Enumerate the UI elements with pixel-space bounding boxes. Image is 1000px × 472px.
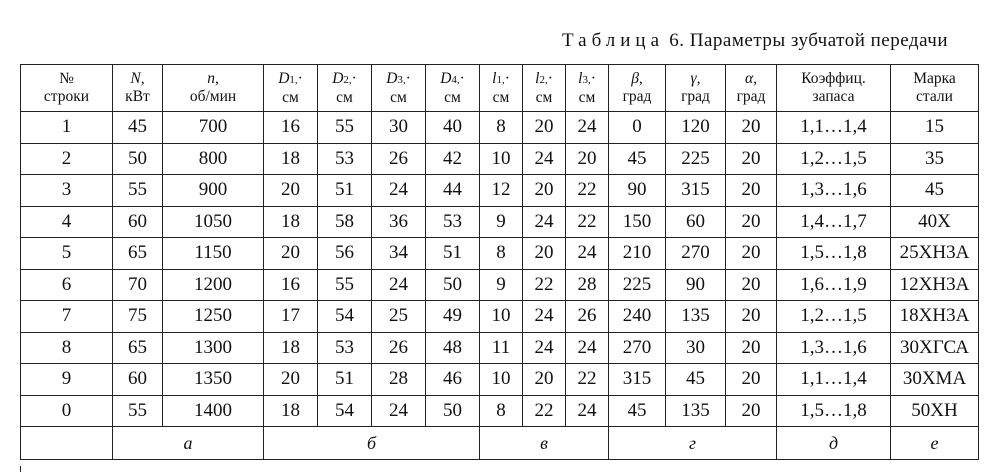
column-symbol bbox=[666, 70, 725, 88]
column-symbol bbox=[523, 70, 565, 89]
column-unit: град bbox=[681, 88, 710, 105]
table-cell: 700 bbox=[163, 112, 264, 144]
symbol-mark: · bbox=[351, 69, 357, 87]
parameters-table bbox=[20, 64, 979, 460]
table-cell: 1 bbox=[21, 112, 113, 144]
symbol-text: β, bbox=[631, 70, 643, 87]
symbol-text: D bbox=[440, 69, 452, 87]
table-cell: 1,6…1,9 bbox=[777, 269, 891, 301]
table-cell: 16 bbox=[264, 112, 318, 144]
symbol-subscript: 2, bbox=[343, 73, 352, 86]
table-cell: 240 bbox=[609, 301, 666, 333]
table-row bbox=[21, 206, 979, 238]
column-unit: запаса bbox=[812, 88, 855, 105]
table-row bbox=[21, 143, 979, 175]
table-cell: 1150 bbox=[163, 238, 264, 270]
table-cell: 45 bbox=[609, 395, 666, 427]
column-symbol bbox=[609, 70, 665, 88]
column-unit: стали bbox=[916, 88, 953, 105]
table-cell: 22 bbox=[523, 395, 566, 427]
table-cell: 58 bbox=[318, 206, 372, 238]
symbol-text: l bbox=[578, 69, 583, 87]
symbol-mark: · bbox=[459, 69, 465, 87]
table-cell: 40 bbox=[426, 112, 480, 144]
column-unit: см bbox=[390, 88, 407, 106]
table-cell: 54 bbox=[318, 395, 372, 427]
column-header bbox=[666, 65, 726, 112]
symbol-text: D bbox=[386, 69, 398, 87]
table-cell: 18 bbox=[264, 395, 318, 427]
table-cell: 55 bbox=[318, 112, 372, 144]
table-cell: 8 bbox=[480, 112, 523, 144]
symbol-text: N, bbox=[130, 70, 145, 87]
table-cell: 55 bbox=[113, 395, 163, 427]
table-cell: 24 bbox=[523, 206, 566, 238]
table-row bbox=[21, 332, 979, 364]
table-cell: 35 bbox=[891, 143, 979, 175]
table-cell: 8 bbox=[480, 395, 523, 427]
table-cell: 45 bbox=[609, 143, 666, 175]
column-header bbox=[163, 65, 264, 112]
table-cell: 120 bbox=[666, 112, 726, 144]
table-cell: 50 bbox=[426, 395, 480, 427]
column-header bbox=[777, 65, 891, 112]
table-cell: 51 bbox=[318, 175, 372, 207]
group-letter-row bbox=[21, 427, 979, 460]
table-row bbox=[21, 238, 979, 270]
table-cell: 25 bbox=[372, 301, 426, 333]
table-cell: 65 bbox=[113, 238, 163, 270]
symbol-mark: · bbox=[590, 69, 596, 87]
table-cell: 270 bbox=[609, 332, 666, 364]
table-cell: 20 bbox=[566, 143, 609, 175]
column-header bbox=[891, 65, 979, 112]
table-cell: 9 bbox=[480, 206, 523, 238]
table-cell: 22 bbox=[566, 175, 609, 207]
table-cell: 50 bbox=[426, 269, 480, 301]
table-cell: 20 bbox=[523, 112, 566, 144]
table-cell: 5 bbox=[21, 238, 113, 270]
column-header bbox=[523, 65, 566, 112]
table-cell: 800 bbox=[163, 143, 264, 175]
table-continuation-rule bbox=[20, 466, 979, 472]
table-cell: 44 bbox=[426, 175, 480, 207]
table-cell: 1200 bbox=[163, 269, 264, 301]
table-cell: 270 bbox=[666, 238, 726, 270]
table-cell: 2 bbox=[21, 143, 113, 175]
table-cell: 24 bbox=[523, 143, 566, 175]
table-row bbox=[21, 301, 979, 333]
table-cell: 10 bbox=[480, 364, 523, 396]
column-symbol bbox=[480, 70, 522, 89]
table-cell: 150 bbox=[609, 206, 666, 238]
group-letter: в bbox=[480, 427, 609, 460]
table-cell: 24 bbox=[523, 301, 566, 333]
caption-number: 6. bbox=[669, 30, 685, 51]
table-cell: 17 bbox=[264, 301, 318, 333]
column-symbol bbox=[426, 70, 479, 89]
table-cell: 10 bbox=[480, 301, 523, 333]
table-cell: 1,1…1,4 bbox=[777, 364, 891, 396]
symbol-subscript: 3, bbox=[582, 73, 591, 86]
table-cell: 9 bbox=[21, 364, 113, 396]
group-letter: е bbox=[891, 427, 979, 460]
table-cell: 51 bbox=[318, 364, 372, 396]
table-cell: 46 bbox=[426, 364, 480, 396]
table-cell: 51 bbox=[426, 238, 480, 270]
table-cell: 24 bbox=[566, 395, 609, 427]
table-cell: 16 bbox=[264, 269, 318, 301]
table-caption bbox=[562, 30, 948, 52]
table-cell: 65 bbox=[113, 332, 163, 364]
symbol-text: № bbox=[59, 70, 74, 87]
table-cell: 53 bbox=[318, 332, 372, 364]
table-row bbox=[21, 175, 979, 207]
table-cell: 0 bbox=[609, 112, 666, 144]
table-cell: 24 bbox=[372, 269, 426, 301]
table-cell: 24 bbox=[372, 175, 426, 207]
table-cell: 28 bbox=[372, 364, 426, 396]
group-letter: б bbox=[264, 427, 480, 460]
symbol-text: l bbox=[492, 69, 497, 87]
column-symbol bbox=[264, 70, 317, 89]
table-cell: 53 bbox=[318, 143, 372, 175]
table-cell: 1400 bbox=[163, 395, 264, 427]
column-symbol bbox=[566, 70, 608, 89]
table-cell: 10 bbox=[480, 143, 523, 175]
caption-title: Параметры зубчатой передачи bbox=[689, 30, 948, 51]
table-cell: 30ХМА bbox=[891, 364, 979, 396]
table-cell: 1,1…1,4 bbox=[777, 112, 891, 144]
table-cell: 48 bbox=[426, 332, 480, 364]
table-cell: 1,2…1,5 bbox=[777, 143, 891, 175]
table-cell: 1350 bbox=[163, 364, 264, 396]
table-cell: 40Х bbox=[891, 206, 979, 238]
column-header bbox=[609, 65, 666, 112]
group-letter-empty bbox=[21, 427, 113, 460]
table-cell: 20 bbox=[726, 364, 777, 396]
table-cell: 45 bbox=[666, 364, 726, 396]
table-cell: 20 bbox=[726, 175, 777, 207]
column-symbol bbox=[163, 70, 263, 88]
table-cell: 4 bbox=[21, 206, 113, 238]
table-cell: 20 bbox=[523, 175, 566, 207]
table-cell: 55 bbox=[113, 175, 163, 207]
column-unit: см bbox=[535, 88, 553, 106]
table-cell: 25ХН3А bbox=[891, 238, 979, 270]
column-header bbox=[426, 65, 480, 112]
table-cell: 20 bbox=[726, 395, 777, 427]
column-symbol bbox=[318, 70, 371, 89]
symbol-text: D bbox=[332, 69, 344, 87]
table-cell: 225 bbox=[609, 269, 666, 301]
column-unit: кВт bbox=[125, 88, 150, 105]
table-cell: 20 bbox=[726, 301, 777, 333]
table-cell: 18 bbox=[264, 143, 318, 175]
table-cell: 42 bbox=[426, 143, 480, 175]
column-unit: строки bbox=[43, 88, 90, 105]
table-cell: 70 bbox=[113, 269, 163, 301]
table-cell: 20 bbox=[726, 332, 777, 364]
table-cell: 90 bbox=[666, 269, 726, 301]
table-cell: 900 bbox=[163, 175, 264, 207]
group-letter: д bbox=[777, 427, 891, 460]
table-cell: 8 bbox=[21, 332, 113, 364]
table-cell: 24 bbox=[566, 112, 609, 144]
table-cell: 1,4…1,7 bbox=[777, 206, 891, 238]
table-cell: 210 bbox=[609, 238, 666, 270]
symbol-mark: · bbox=[405, 69, 411, 87]
table-cell: 26 bbox=[566, 301, 609, 333]
column-header bbox=[318, 65, 372, 112]
table-cell: 53 bbox=[426, 206, 480, 238]
table-cell: 24 bbox=[566, 332, 609, 364]
symbol-text: D bbox=[278, 69, 290, 87]
column-symbol bbox=[726, 70, 776, 88]
symbol-mark: · bbox=[504, 69, 510, 87]
table-cell: 22 bbox=[566, 206, 609, 238]
column-symbol bbox=[372, 70, 425, 89]
table-cell: 1050 bbox=[163, 206, 264, 238]
column-header bbox=[480, 65, 523, 112]
symbol-subscript: 1, bbox=[496, 73, 505, 86]
table-cell: 45 bbox=[113, 112, 163, 144]
table-cell: 20 bbox=[726, 206, 777, 238]
table-cell: 1,5…1,8 bbox=[777, 395, 891, 427]
table-cell: 20 bbox=[264, 175, 318, 207]
symbol-mark: · bbox=[297, 69, 303, 87]
header-row bbox=[21, 65, 979, 112]
table-cell: 12 bbox=[480, 175, 523, 207]
column-unit: см bbox=[336, 88, 353, 106]
table-cell: 36 bbox=[372, 206, 426, 238]
symbol-subscript: 1, bbox=[289, 73, 298, 86]
column-unit: см bbox=[492, 88, 510, 106]
table-cell: 20 bbox=[726, 238, 777, 270]
table-cell: 75 bbox=[113, 301, 163, 333]
table-cell: 20 bbox=[726, 112, 777, 144]
table-cell: 24 bbox=[566, 238, 609, 270]
table-cell: 1300 bbox=[163, 332, 264, 364]
symbol-text: α, bbox=[744, 70, 757, 87]
table-cell: 11 bbox=[480, 332, 523, 364]
table-cell: 60 bbox=[666, 206, 726, 238]
table-row bbox=[21, 112, 979, 144]
table-cell: 24 bbox=[372, 395, 426, 427]
table-cell: 9 bbox=[480, 269, 523, 301]
table-cell: 135 bbox=[666, 301, 726, 333]
table-cell: 1,3…1,6 bbox=[777, 332, 891, 364]
table-cell: 6 bbox=[21, 269, 113, 301]
column-header bbox=[566, 65, 609, 112]
table-cell: 20 bbox=[726, 143, 777, 175]
column-symbol bbox=[891, 70, 978, 88]
table-cell: 7 bbox=[21, 301, 113, 333]
table-cell: 20 bbox=[264, 238, 318, 270]
table-cell: 8 bbox=[480, 238, 523, 270]
table-cell: 20 bbox=[726, 269, 777, 301]
table-row bbox=[21, 364, 979, 396]
table-cell: 34 bbox=[372, 238, 426, 270]
table-cell: 30ХГСА bbox=[891, 332, 979, 364]
column-header bbox=[372, 65, 426, 112]
table-cell: 1,5…1,8 bbox=[777, 238, 891, 270]
table-cell: 50 bbox=[113, 143, 163, 175]
table-cell: 22 bbox=[523, 269, 566, 301]
table-cell: 22 bbox=[566, 364, 609, 396]
column-header bbox=[726, 65, 777, 112]
table-cell: 1,2…1,5 bbox=[777, 301, 891, 333]
column-symbol bbox=[113, 70, 162, 88]
column-header bbox=[21, 65, 113, 112]
table-cell: 18 bbox=[264, 332, 318, 364]
table-cell: 225 bbox=[666, 143, 726, 175]
table-cell: 56 bbox=[318, 238, 372, 270]
table-cell: 18 bbox=[264, 206, 318, 238]
table-cell: 26 bbox=[372, 143, 426, 175]
column-unit: см bbox=[444, 88, 461, 106]
symbol-subscript: 2, bbox=[539, 73, 548, 86]
table-cell: 60 bbox=[113, 206, 163, 238]
table-cell: 60 bbox=[113, 364, 163, 396]
table-cell: 0 bbox=[21, 395, 113, 427]
table-cell: 54 bbox=[318, 301, 372, 333]
column-header bbox=[264, 65, 318, 112]
table-cell: 18ХН3А bbox=[891, 301, 979, 333]
table-cell: 1,3…1,6 bbox=[777, 175, 891, 207]
table-cell: 315 bbox=[609, 364, 666, 396]
table-cell: 12ХН3А bbox=[891, 269, 979, 301]
column-symbol bbox=[777, 70, 890, 88]
column-header bbox=[113, 65, 163, 112]
table-row bbox=[21, 269, 979, 301]
symbol-text: Коэффиц. bbox=[801, 70, 866, 87]
group-letter: г bbox=[609, 427, 777, 460]
table-cell: 26 bbox=[372, 332, 426, 364]
symbol-text: l bbox=[535, 69, 540, 87]
table-cell: 20 bbox=[523, 364, 566, 396]
table-cell: 315 bbox=[666, 175, 726, 207]
table-cell: 90 bbox=[609, 175, 666, 207]
column-unit: см bbox=[578, 88, 596, 106]
table-cell: 30 bbox=[372, 112, 426, 144]
table-cell: 15 bbox=[891, 112, 979, 144]
table-cell: 135 bbox=[666, 395, 726, 427]
table-cell: 49 bbox=[426, 301, 480, 333]
table-cell: 45 bbox=[891, 175, 979, 207]
table-row bbox=[21, 395, 979, 427]
table-body bbox=[21, 112, 979, 427]
table-cell: 55 bbox=[318, 269, 372, 301]
table-cell: 28 bbox=[566, 269, 609, 301]
table-cell: 24 bbox=[523, 332, 566, 364]
table-cell: 50ХН bbox=[891, 395, 979, 427]
column-unit: град bbox=[736, 88, 766, 105]
symbol-subscript: 4, bbox=[451, 73, 460, 86]
table-cell: 3 bbox=[21, 175, 113, 207]
table-cell: 30 bbox=[666, 332, 726, 364]
column-symbol bbox=[21, 70, 112, 88]
symbol-text: γ, bbox=[690, 70, 701, 87]
table-cell: 20 bbox=[523, 238, 566, 270]
table-cell: 1250 bbox=[163, 301, 264, 333]
symbol-mark: · bbox=[547, 69, 553, 87]
symbol-text: Марка bbox=[913, 70, 956, 87]
group-letter: а bbox=[113, 427, 264, 460]
column-unit: см bbox=[282, 88, 299, 106]
column-unit: об/мин bbox=[189, 88, 237, 105]
table-cell: 20 bbox=[264, 364, 318, 396]
symbol-subscript: 3, bbox=[397, 73, 406, 86]
column-unit: град bbox=[622, 88, 652, 105]
caption-label: Таблица bbox=[562, 30, 665, 51]
symbol-text: n, bbox=[207, 70, 219, 87]
